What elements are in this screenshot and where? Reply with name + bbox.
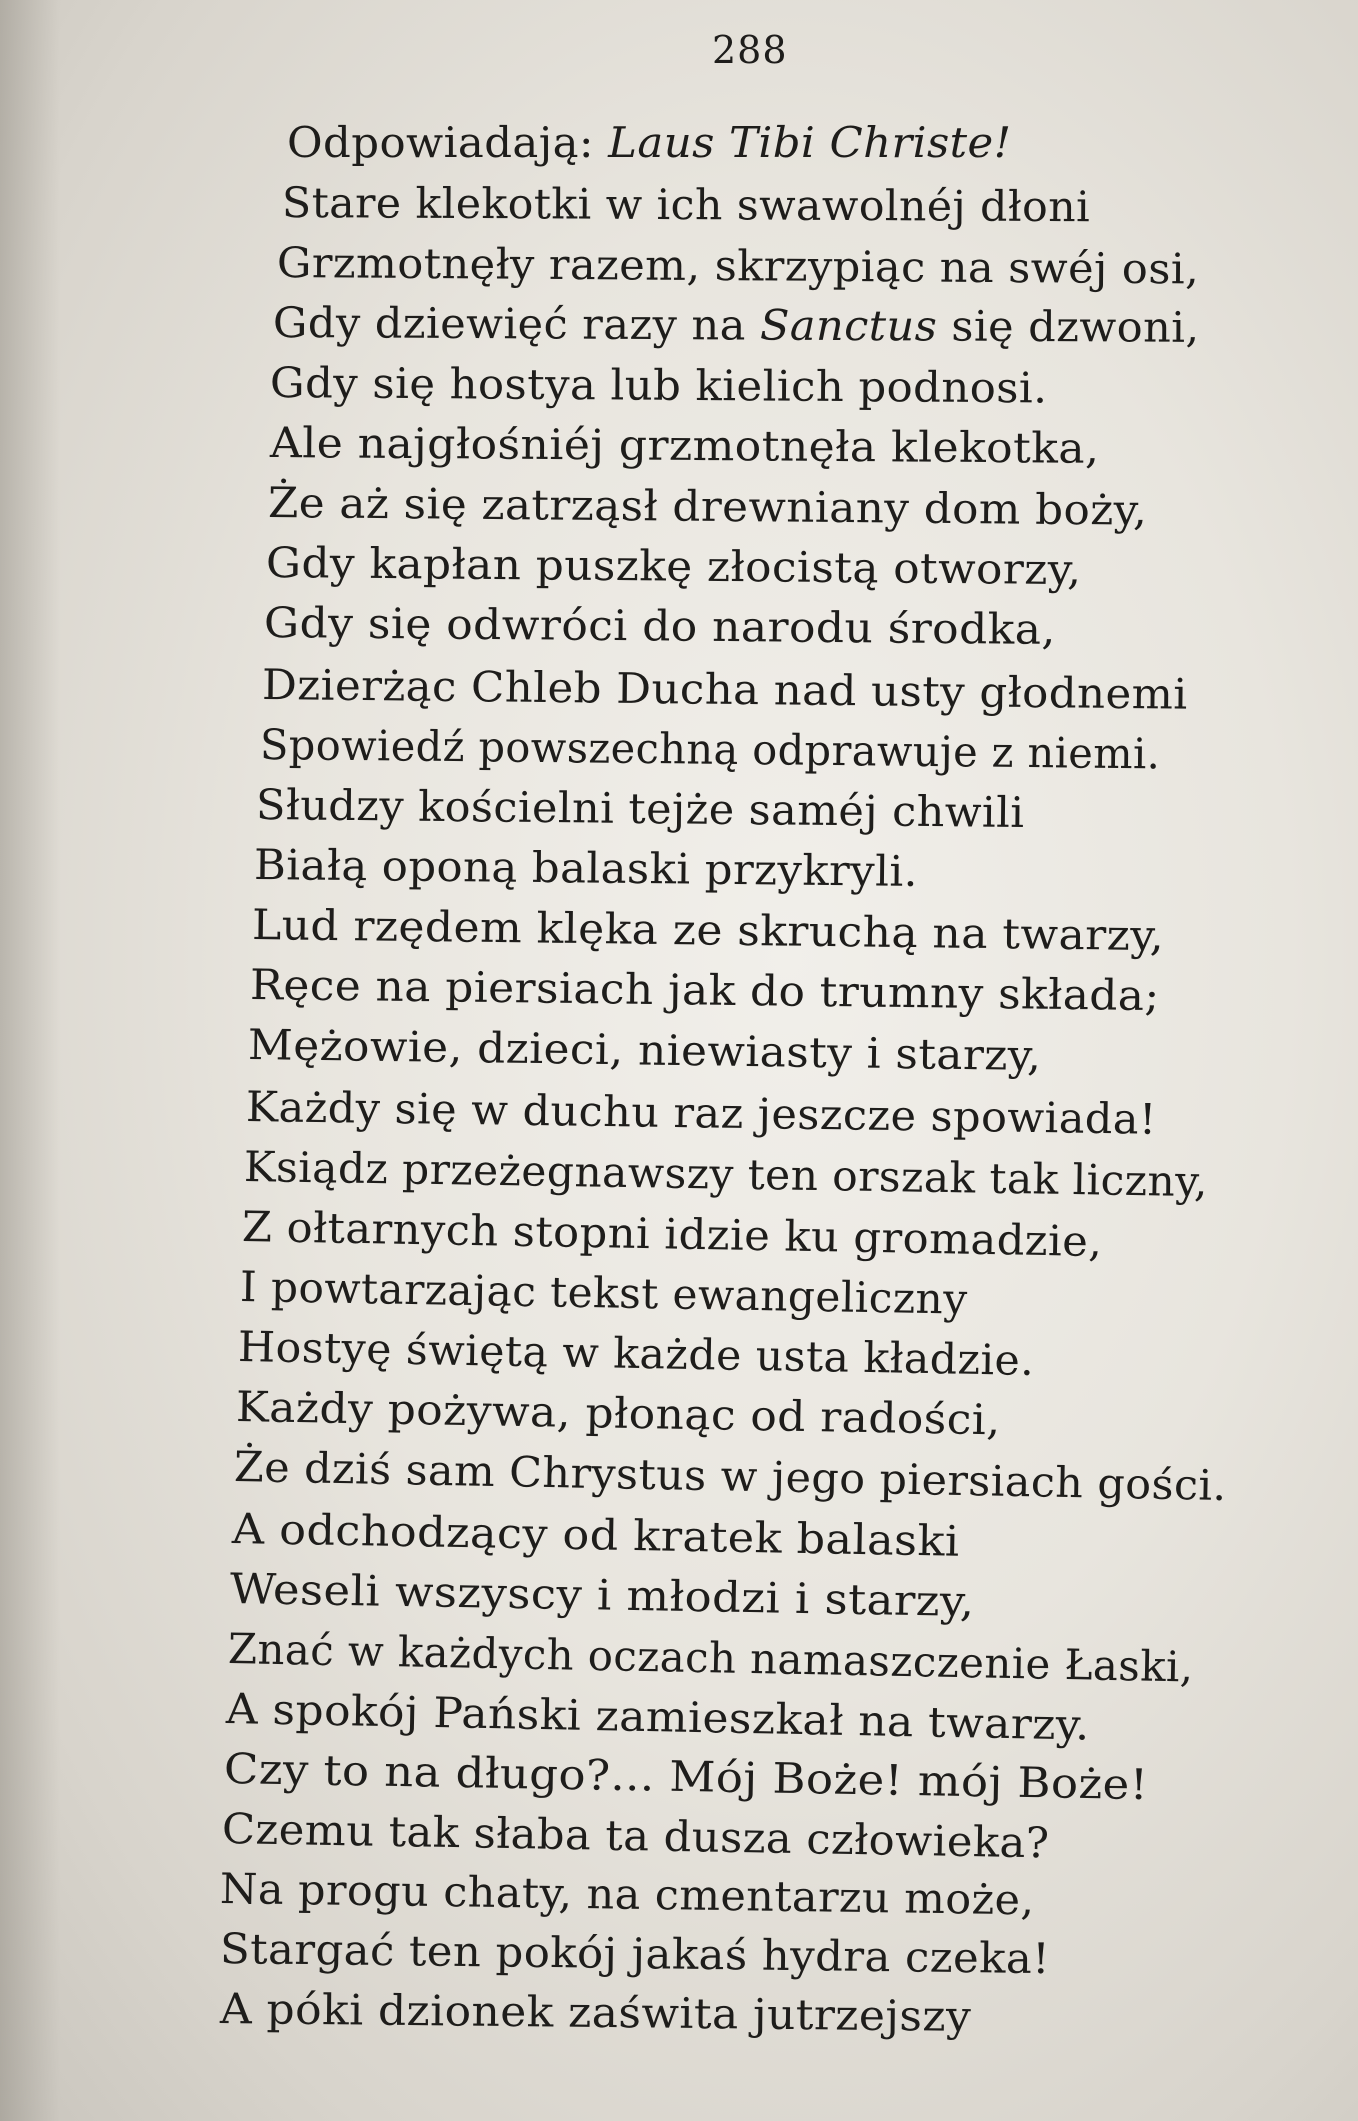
poem-line-text: A odchodzący od kratek balaski: [231, 1504, 960, 1566]
poem-line: [232, 1504, 960, 1567]
poem-line-text: Ręce na piersiach jak do trumny składa;: [249, 960, 1160, 1021]
poem-line-text: Stargać ten pokój jakaś hydra czeka!: [219, 1924, 1051, 1984]
poem-line: [226, 1684, 1091, 1751]
poem-line-text: Gdy się odwróci do narodu środka,: [263, 598, 1057, 654]
poem-line: [287, 118, 1011, 168]
poem-line-text: Ale najgłośniéj grzmotnęła klekotka,: [269, 418, 1100, 473]
poem-line: [256, 780, 1025, 838]
poem-line-text: Każdy pożywa, płonąc od radości,: [235, 1382, 1002, 1445]
poem-line: [242, 1202, 1103, 1267]
poem-line: [224, 1744, 1149, 1810]
poem-line-text: Mężowie, dzieci, niewiasty i starzy,: [247, 1020, 1042, 1081]
poem-line-text: Że aż się zatrząsł drewniany dom boży,: [267, 478, 1148, 535]
poem-line-text: Weseli wszyscy i młodzi i starzy,: [229, 1564, 975, 1626]
poem-line-text: Gdy kapłan puszkę złocistą otworzy,: [265, 538, 1082, 595]
poem-line: [238, 1322, 1035, 1386]
poem-line-text: Lud rzędem klęka ze skruchą na twarzy,: [251, 900, 1165, 961]
poem-line: [266, 538, 1082, 595]
poem-line-text: Z ołtarnych stopni idzie ku gromadzie,: [241, 1202, 1103, 1267]
poem-line-text: Czemu tak słaba ta dusza człowieka?: [221, 1804, 1050, 1868]
poem-line-text: Spowiedź powszechną odprawuje z niemi.: [259, 720, 1161, 779]
poem-line: [268, 478, 1148, 536]
poem-line-italic: Laus Tibi Christe!: [608, 118, 1012, 167]
poem-line: [228, 1624, 1195, 1693]
poem-line: [262, 660, 1188, 720]
poem-line: [273, 298, 1200, 353]
poem-line-text: się dzwoni,: [937, 301, 1200, 352]
poem-line-text: A póki dzionek zaświta jutrzejszy: [219, 1984, 972, 2041]
poem-line-italic: Sanctus: [759, 300, 938, 351]
poem-line: [270, 358, 1048, 413]
poem-line-text: Słudzy kościelni tejże saméj chwili: [255, 780, 1025, 838]
poem-line-text: Gdy się hostya lub kielich podnosi.: [269, 358, 1048, 413]
poem-line-text: Odpowiadają:: [287, 118, 609, 167]
poem-line: [254, 840, 918, 897]
poem-line: [240, 1262, 968, 1325]
poem-line-text: Na progu chaty, na cmentarzu może,: [219, 1864, 1035, 1925]
poem-line: [246, 1082, 1157, 1145]
poem-line-text: Grzmotnęły razem, skrzypiąc na swéj osi,: [276, 238, 1200, 294]
poem-line: [252, 900, 1165, 961]
poem-line-text: Czy to na długo?... Mój Boże! mój Boże!: [223, 1744, 1149, 1810]
poem-line: [248, 1020, 1042, 1081]
poem-line-text: Hostyę świętą w każde usta kładzie.: [237, 1322, 1035, 1385]
poem-line-text: Ksiądz przeżegnawszy ten orszak tak liczny,: [243, 1142, 1209, 1207]
poem-line-text: Dzierżąc Chleb Ducha nad usty głodnemi: [261, 660, 1188, 719]
poem-line: [236, 1382, 1002, 1445]
poem-line-text: Białą oponą balaski przykryli.: [253, 840, 919, 896]
poem-line-text: Gdy dziewięć razy na: [272, 298, 761, 350]
poem-line-text: Znać w każdych oczach namaszczenie Łaski,: [227, 1624, 1195, 1692]
poem-line-text: A spokój Pański zamieszkał na twarzy.: [225, 1684, 1091, 1750]
poem-line-text: Stare klekotki w ich swawolnéj dłoni: [281, 178, 1091, 232]
poem-line-text: Każdy się w duchu raz jeszcze spowiada!: [245, 1082, 1157, 1144]
poem-line: [230, 1564, 975, 1627]
poem-line: [270, 418, 1100, 474]
poem-line: [260, 720, 1161, 779]
poem-line: [234, 1442, 1228, 1511]
poem-line: [264, 598, 1056, 655]
poem-line: [250, 960, 1160, 1021]
poem-line: [222, 1804, 1050, 1868]
poem-line: [220, 1864, 1035, 1925]
poem-line: [277, 238, 1200, 294]
poem-line-text: I powtarzając tekst ewangeliczny: [239, 1262, 968, 1324]
poem-line-text: Że dziś sam Chrystus w jego piersiach gości.: [233, 1442, 1228, 1511]
poem-line: [244, 1142, 1209, 1207]
poem-line: [282, 178, 1090, 232]
poem-line: [220, 1984, 972, 2042]
poem-line: [220, 1924, 1051, 1984]
page-number: 288: [712, 28, 788, 72]
